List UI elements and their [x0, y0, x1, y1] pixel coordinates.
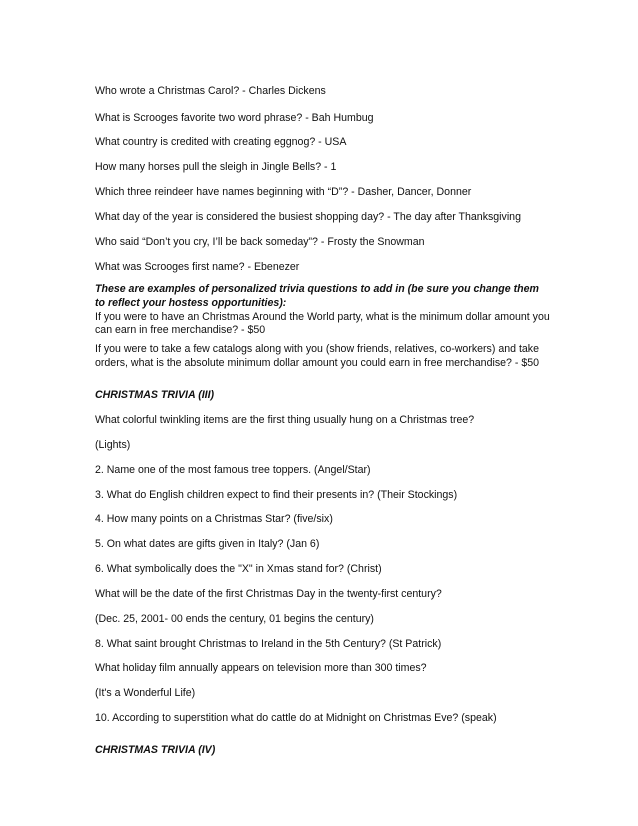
trivia-item: 2. Name one of the most famous tree toppers. (Angel/Star) [95, 464, 371, 476]
personalized-question: If you were to have an Christmas Around the World party, what is the minimum dollar amount you [95, 311, 550, 323]
trivia-item: 10. According to superstition what do cattle do at Midnight on Christmas Eve? (speak) [95, 712, 497, 724]
section-title: CHRISTMAS TRIVIA (IV) [95, 744, 216, 756]
trivia-item: 4. How many points on a Christmas Star? (five/six) [95, 513, 333, 525]
trivia-line: What was Scrooges first name? - Ebenezer [95, 261, 300, 273]
trivia-item: 3. What do English children expect to find their presents in? (Their Stockings) [95, 489, 458, 501]
trivia-item: (It's a Wonderful Life) [95, 687, 196, 699]
trivia-line: Who said “Don’t you cry, I’ll be back someday”? - Frosty the Snowman [95, 236, 425, 248]
trivia-line: What is Scrooges favorite two word phrase? - Bah Humbug [95, 112, 374, 124]
section-title: CHRISTMAS TRIVIA (III) [95, 389, 215, 401]
trivia-line: Who wrote a Christmas Carol? - Charles Dickens [95, 85, 326, 97]
personalized-question: If you were to take a few catalogs along with you (show friends, relatives, co-workers) and take [95, 343, 539, 355]
trivia-line: Which three reindeer have names beginning with “D”? - Dasher, Dancer, Donner [95, 186, 472, 198]
trivia-item: (Lights) [95, 439, 131, 451]
trivia-item: What holiday film annually appears on television more than 300 times? [95, 662, 427, 674]
trivia-line: What country is credited with creating eggnog? - USA [95, 136, 347, 148]
trivia-item: What will be the date of the first Christmas Day in the twenty-first century? [95, 588, 442, 600]
personalized-question: orders, what is the absolute minimum dollar amount you could earn in free merchandise? - $50 [95, 357, 539, 369]
trivia-item: 5. On what dates are gifts given in Italy? (Jan 6) [95, 538, 320, 550]
personalized-question: can earn in free merchandise? - $50 [95, 324, 266, 336]
trivia-item: What colorful twinkling items are the first thing usually hung on a Christmas tree? [95, 414, 475, 426]
trivia-item: 6. What symbolically does the "X" in Xmas stand for? (Christ) [95, 563, 382, 575]
trivia-item: 8. What saint brought Christmas to Ireland in the 5th Century? (St Patrick) [95, 638, 442, 650]
personalized-heading: These are examples of personalized trivia questions to add in (be sure you change them [95, 283, 539, 295]
trivia-line: How many horses pull the sleigh in Jingle Bells? - 1 [95, 161, 337, 173]
trivia-item: (Dec. 25, 2001- 00 ends the century, 01 begins the century) [95, 613, 374, 625]
personalized-heading: to reflect your hostess opportunities): [95, 297, 287, 309]
trivia-line: What day of the year is considered the busiest shopping day? - The day after Thanksgiving [95, 211, 521, 223]
